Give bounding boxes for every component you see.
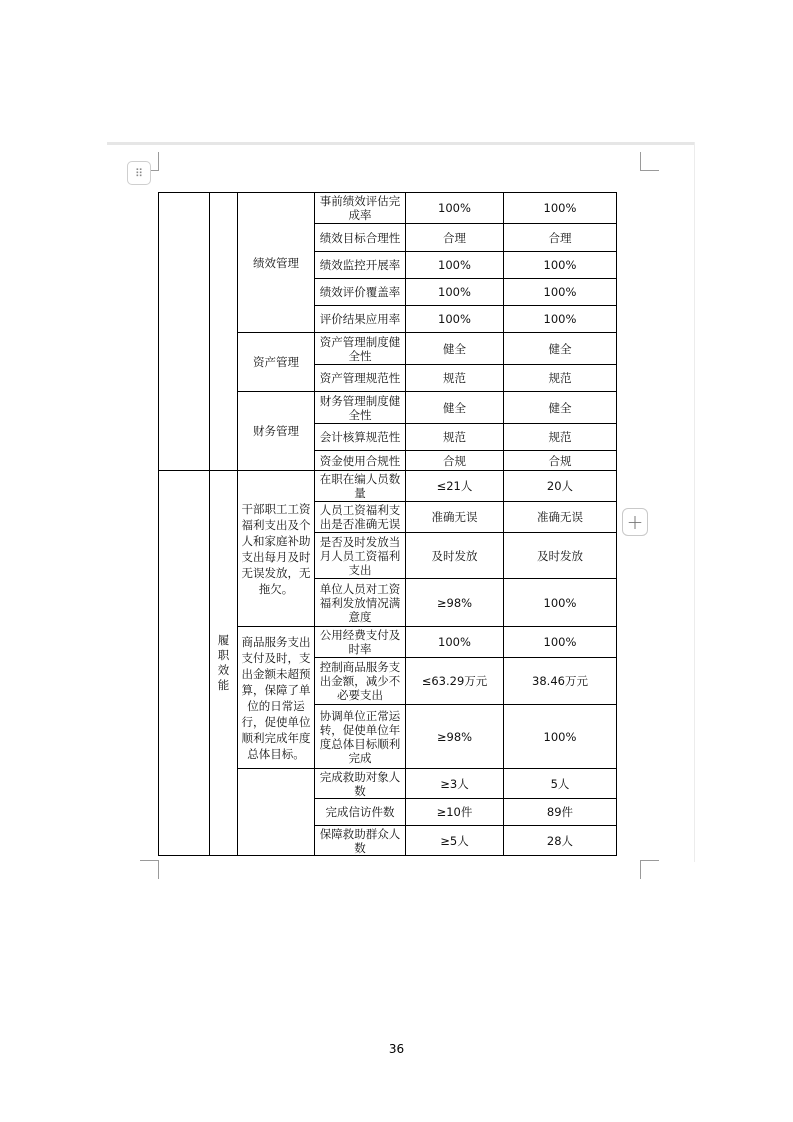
metric-cell: 绩效评价覆盖率 [315,279,406,306]
actual-cell: 20人 [504,471,617,502]
table-row [159,471,617,502]
page-right-edge [694,142,695,862]
actual-cell: 规范 [504,365,617,392]
metric-cell: 在职在编人员数量 [315,471,406,502]
target-cell: ≥5人 [406,826,504,856]
actual-cell: 5人 [504,769,617,799]
level1-cell-empty-lower [159,471,210,856]
actual-cell: 合规 [504,451,617,471]
target-cell: 100% [406,252,504,279]
target-cell: 准确无误 [406,502,504,533]
actual-cell: 规范 [504,424,617,451]
performance-table [158,192,617,856]
target-cell: ≥98% [406,579,504,627]
target-cell: 100% [406,193,504,224]
target-cell: ≤63.29万元 [406,658,504,705]
metric-cell: 公用经费支付及时率 [315,627,406,658]
metric-cell: 资金使用合规性 [315,451,406,471]
target-cell: 健全 [406,333,504,365]
metric-cell: 事前绩效评估完成率 [315,193,406,224]
actual-cell: 100% [504,579,617,627]
metric-cell: 人员工资福利支出是否准确无误 [315,502,406,533]
metric-cell: 保障救助群众人数 [315,826,406,856]
target-cell: 100% [406,279,504,306]
target-cell: 及时发放 [406,533,504,579]
actual-cell: 健全 [504,333,617,365]
metric-cell: 控制商品服务支出金额，减少不必要支出 [315,658,406,705]
margin-corner-bottom-left [140,860,159,879]
actual-cell: 合理 [504,224,617,252]
target-cell: ≥98% [406,705,504,769]
actual-cell: 100% [504,627,617,658]
target-cell: 健全 [406,392,504,424]
metric-cell: 完成救助对象人数 [315,769,406,799]
actual-cell: 100% [504,279,617,306]
target-cell: ≤21人 [406,471,504,502]
target-cell: 100% [406,306,504,333]
plus-icon: + [626,510,644,534]
group-cell-asset: 资产管理 [238,333,315,392]
level2-cell-empty [210,193,238,471]
actual-cell: 28人 [504,826,617,856]
target-cell: 合规 [406,451,504,471]
metric-cell: 绩效监控开展率 [315,252,406,279]
metric-cell: 绩效目标合理性 [315,224,406,252]
metric-cell: 资产管理规范性 [315,365,406,392]
metric-cell: 单位人员对工资福利发放情况满意度 [315,579,406,627]
goal-cell-empty [238,769,315,856]
actual-cell: 及时发放 [504,533,617,579]
actual-cell: 准确无误 [504,502,617,533]
group-cell-performance: 绩效管理 [238,193,315,333]
goal-cell-goods: 商品服务支出支付及时，支出金额未超预算，保障了单位的日常运行，促使单位顺利完成年度总体目标。 [238,627,315,769]
page-number: 36 [388,1042,405,1056]
target-cell: 100% [406,627,504,658]
group-cell-finance: 财务管理 [238,392,315,471]
actual-cell: 89件 [504,799,617,826]
target-cell: ≥3人 [406,769,504,799]
metric-cell: 是否及时发放当月人员工资福利支出 [315,533,406,579]
margin-corner-top-right [640,152,659,171]
section-cell-duty: 履职效能 [210,471,238,856]
table-row [159,193,617,224]
target-cell: 合理 [406,224,504,252]
metric-cell: 完成信访件数 [315,799,406,826]
target-cell: 规范 [406,424,504,451]
margin-corner-bottom-right [640,860,659,879]
metric-cell: 会计核算规范性 [315,424,406,451]
add-row-button[interactable] [622,508,648,536]
table-drag-handle[interactable] [127,161,151,185]
metric-cell: 评价结果应用率 [315,306,406,333]
page-top-edge [107,142,695,145]
metric-cell: 财务管理制度健全性 [315,392,406,424]
actual-cell: 100% [504,705,617,769]
actual-cell: 100% [504,306,617,333]
target-cell: 规范 [406,365,504,392]
actual-cell: 100% [504,193,617,224]
metric-cell: 资产管理制度健全性 [315,333,406,365]
target-cell: ≥10件 [406,799,504,826]
goal-cell-salary: 干部职工工资福利支出及个人和家庭补助支出每月及时无误发放，无拖欠。 [238,471,315,627]
drag-dots-icon: ⠿ [134,166,144,180]
actual-cell: 100% [504,252,617,279]
level1-cell-empty [159,193,210,471]
actual-cell: 38.46万元 [504,658,617,705]
metric-cell: 协调单位正常运转，促使单位年度总体目标顺利完成 [315,705,406,769]
actual-cell: 健全 [504,392,617,424]
